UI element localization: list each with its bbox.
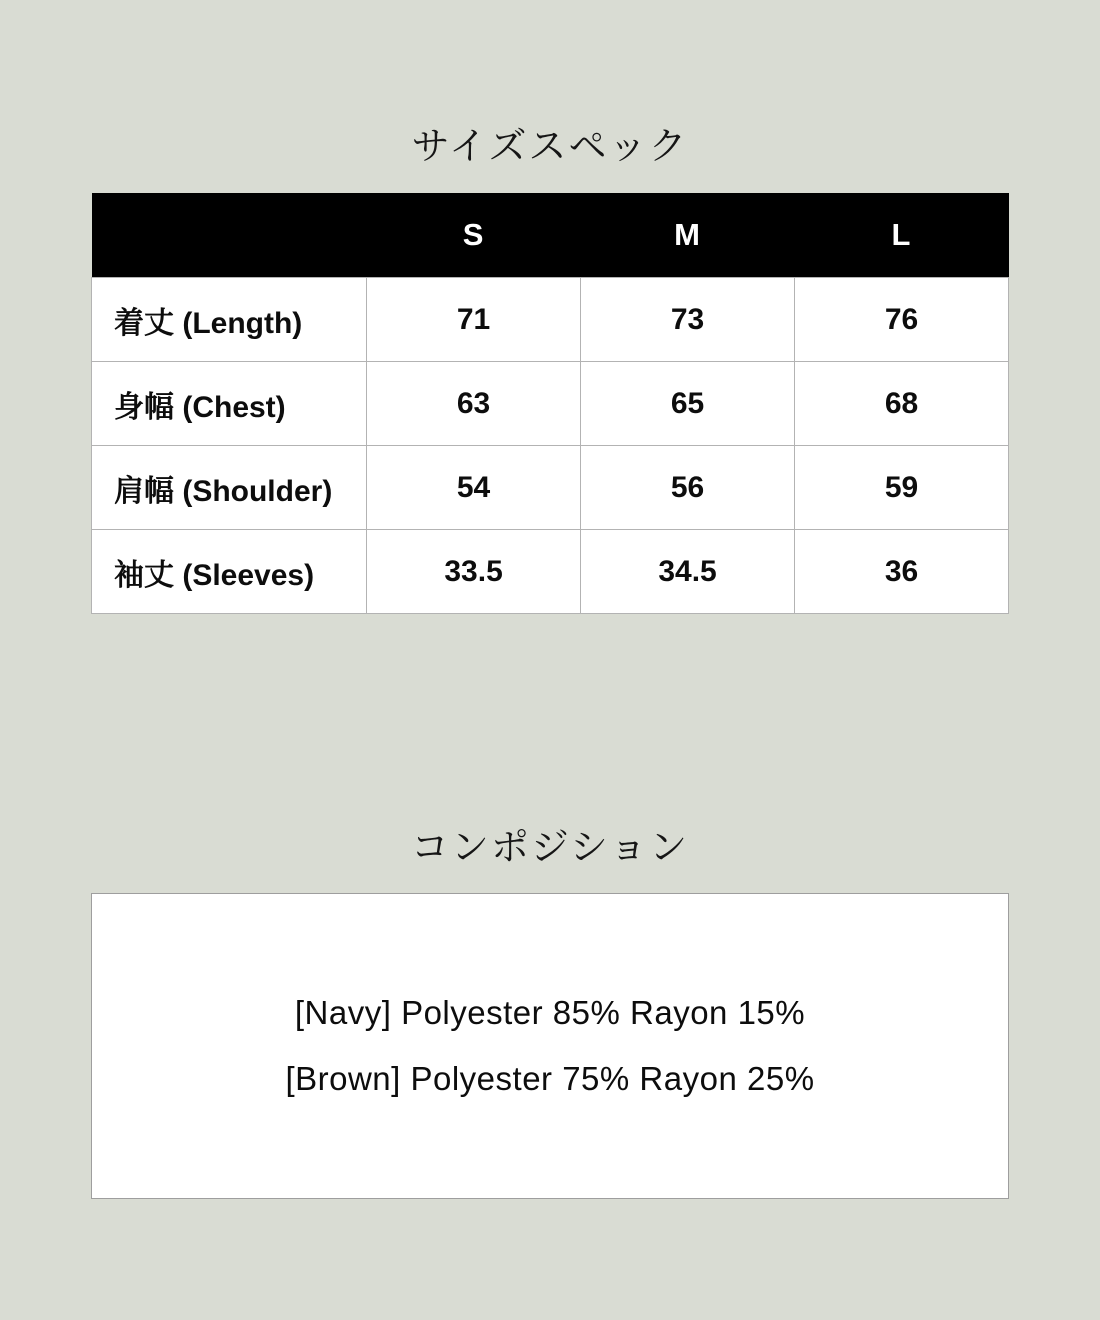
- size-table-header: [92, 193, 1009, 278]
- value-sleeves-s: 33.5: [367, 530, 581, 614]
- size-spec-title: サイズスペック: [411, 124, 689, 168]
- composition-line-brown: [Brown] Polyester 75% Rayon 25%: [285, 1060, 815, 1097]
- value-chest-l: 68: [795, 362, 1009, 446]
- value-length-l: 76: [795, 278, 1009, 362]
- table-row-shoulder: [92, 446, 1009, 530]
- table-row-chest: [92, 362, 1009, 446]
- header-cell-blank: [92, 193, 367, 278]
- size-spec-table: [91, 193, 1009, 614]
- header-cell-size-s: S: [367, 193, 581, 278]
- value-sleeves-l: 36: [795, 530, 1009, 614]
- value-length-s: 71: [367, 278, 581, 362]
- table-row-length: [92, 278, 1009, 362]
- table-row-sleeves: [92, 530, 1009, 614]
- row-label-sleeves: 袖丈 (Sleeves): [92, 530, 367, 614]
- composition-line-navy: [Navy] Polyester 85% Rayon 15%: [294, 994, 806, 1031]
- value-shoulder-s: 54: [367, 446, 581, 530]
- header-row: [92, 193, 1009, 278]
- row-label-chest: 身幅 (Chest): [92, 362, 367, 446]
- value-shoulder-l: 59: [795, 446, 1009, 530]
- size-table-body: [92, 278, 1009, 614]
- value-chest-m: 65: [581, 362, 795, 446]
- row-label-shoulder: 肩幅 (Shoulder): [92, 446, 367, 530]
- row-label-length: 着丈 (Length): [92, 278, 367, 362]
- value-length-m: 73: [581, 278, 795, 362]
- composition-panel: [91, 893, 1009, 1199]
- value-chest-s: 63: [367, 362, 581, 446]
- value-sleeves-m: 34.5: [581, 530, 795, 614]
- value-shoulder-m: 56: [581, 446, 795, 530]
- header-cell-size-m: M: [581, 193, 795, 278]
- composition-title: コンポジション: [410, 825, 690, 869]
- header-cell-size-l: L: [795, 193, 1009, 278]
